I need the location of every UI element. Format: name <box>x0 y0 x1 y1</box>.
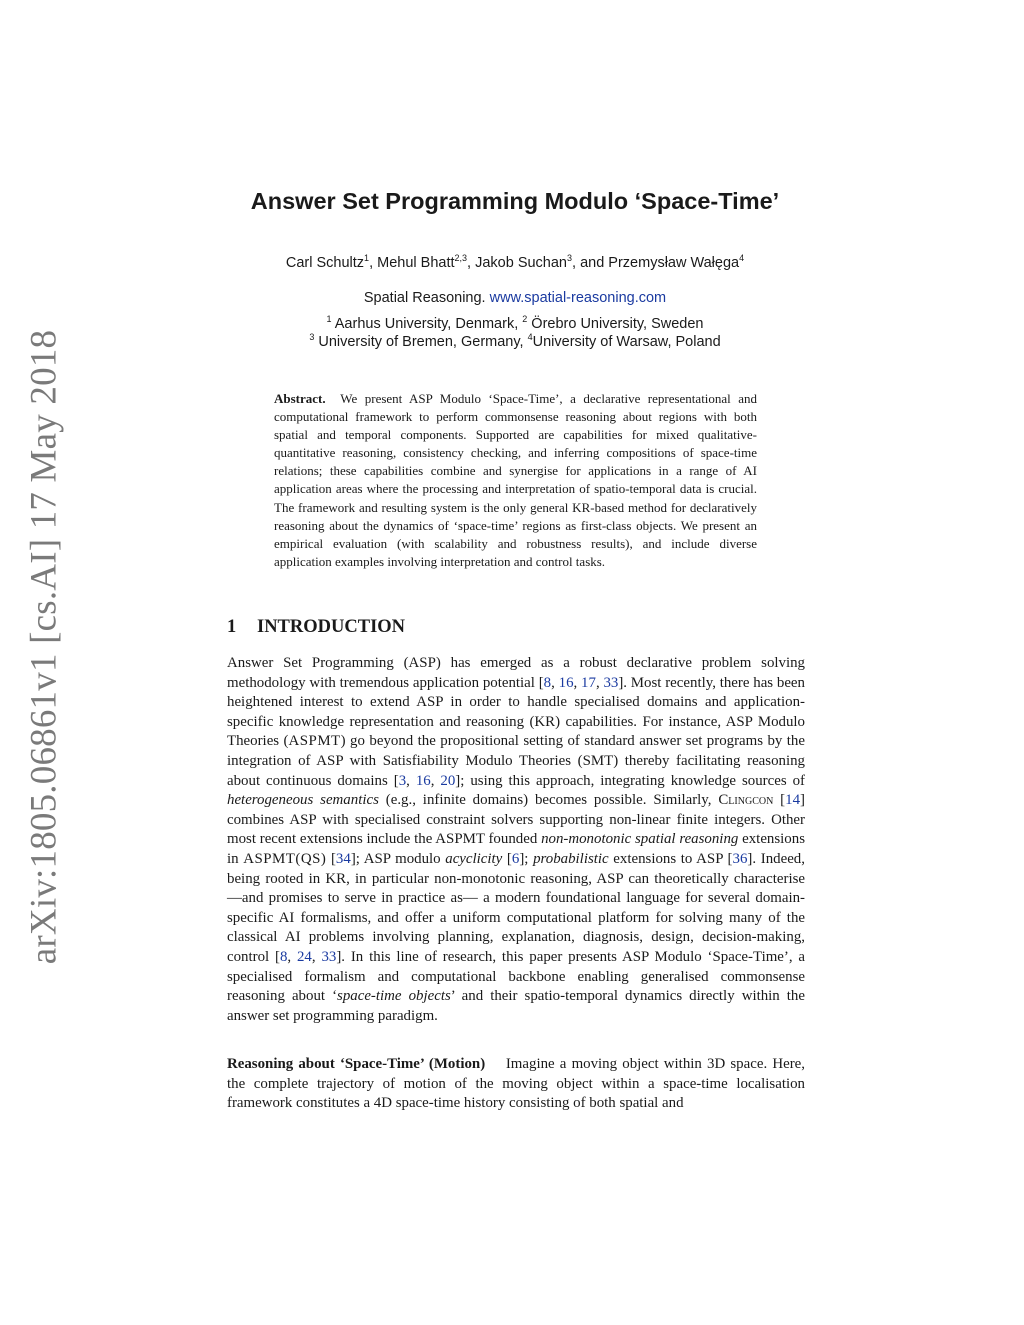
author-name: Mehul Bhatt <box>377 255 455 271</box>
paragraph-heading: Reasoning about ‘Space-Time’ (Motion) <box>227 1056 486 1072</box>
emphasis-text: space-time objects <box>337 988 451 1005</box>
citation-link[interactable]: 8 <box>543 674 552 691</box>
affiliation-group <box>150 290 880 306</box>
author-sup: 4 <box>739 253 745 264</box>
citation-link[interactable]: 3 <box>398 772 407 789</box>
author-name: Carl Schultz <box>285 255 365 271</box>
arxiv-stamp-text: arXiv:1805.06861v1 [cs.AI] 17 May 2018 <box>23 329 65 965</box>
citation-link[interactable]: 14 <box>785 792 801 809</box>
citation-link[interactable]: 34 <box>335 850 351 867</box>
abstract-text: We present ASP Modulo ‘Space-Time’, a declarative representational and computational framework to perform commonsense reasoning about regions with both spatial and temporal components. Supported are capabilities for mixed qualitative-quantitative reasoning, consistency checking, and inferring compositions of space-time relations; these capabilities combine and synergise for applications in a range of AI application areas where the processing and interpretation of spatio-temporal data is crucial. The framework and resulting system is the only general KR-based method for declaratively reasoning about the dynamics of ‘space-time’ regions as first-class objects. We present an empirical evaluation (with scalability and robustness results), and include diverse application examples involving interpretation and control tasks. <box>274 391 758 569</box>
affiliation-orebro: Örebro University, Sweden <box>531 316 704 332</box>
citation-link[interactable]: 6 <box>511 850 520 867</box>
aspmtqs-term: ASPMT(QS) <box>243 850 327 867</box>
affiliation-line-1 <box>150 316 880 332</box>
citation-link[interactable]: 20 <box>440 772 456 789</box>
emphasis-text: acyclicity <box>445 850 503 867</box>
abstract <box>274 390 757 571</box>
arxiv-stamp <box>20 329 68 965</box>
paragraph-text: Imagine a moving object within 3D space. Here, the complete trajectory of motion of the moving object within a space-time localisation framework constitutes a 4D space-time history consisting of both spatial and <box>227 1056 805 1112</box>
section-number: 1 <box>227 617 237 637</box>
author-list: Carl Schultz$^1$, Mehul Bhatt$^{2,3}$, Jakob Suchan$^3$, and Przemysław Wałęga$^4$ <box>285 253 745 271</box>
section-heading <box>227 617 405 638</box>
affiliation-sup: 4 <box>527 332 533 343</box>
aspmt-term: ASPMT <box>288 733 341 750</box>
citation-link[interactable]: 16 <box>558 674 574 691</box>
citation-link[interactable]: 17 <box>581 674 596 691</box>
affiliation-sup: 1 <box>326 314 332 325</box>
citation-link[interactable]: 24 <box>296 948 312 965</box>
citation-link[interactable]: 36 <box>732 850 748 867</box>
affiliation-sup: 3 <box>309 332 315 343</box>
affiliation-url-link[interactable]: www.spatial-reasoning.com <box>489 290 667 306</box>
citation-link[interactable]: 16 <box>415 772 431 789</box>
author-name: Jakob Suchan <box>475 255 567 271</box>
motion-paragraph <box>227 1055 805 1114</box>
affiliation-line-2 <box>150 334 880 350</box>
citation-link[interactable]: 8 <box>279 948 288 965</box>
author-sup: 2,3 <box>454 253 468 264</box>
paper-title: Answer Set Programming Modulo ‘Space-Time’ <box>250 188 780 214</box>
section-title: INTRODUCTION <box>257 617 406 637</box>
emphasis-text: heterogeneous semantics <box>227 792 379 809</box>
affiliation-group-name: Spatial Reasoning. <box>363 290 486 306</box>
affiliation-bremen: University of Bremen, Germany, <box>318 334 524 350</box>
emphasis-text: probabilistic <box>533 850 609 867</box>
abstract-label: Abstract. <box>274 391 326 406</box>
clingcon-term: Clingcon <box>718 792 774 809</box>
author-name: Przemysław Wałęga <box>608 255 740 271</box>
emphasis-text: non-monotonic spatial reasoning <box>541 831 739 848</box>
citation-link[interactable]: 33 <box>603 674 619 691</box>
affiliation-warsaw: University of Warsaw, Poland <box>532 334 721 350</box>
author-sup: 3 <box>567 253 573 264</box>
citation-link[interactable]: 33 <box>321 948 337 965</box>
affiliation-aarhus: Aarhus University, Denmark, <box>334 316 519 332</box>
intro-paragraph: Answer Set Programming (ASP) has emerged as a robust declarative problem solving methodology with tremendous application potential [8, 16, 17, 33]. Most recently, there has been heightened interest to extend ASP in order to handle specialised domains and application-specific knowledge representation and reasoning (KR) capabilities. For instance, ASP Modulo Theories (ASPMT) go beyond the propositional setting of standard answer set programs by the integration of ASP with Satisfiability Modulo Theories (SMT) thereby facilitating reasoning about continuous domains [3, 16, 20]; using this approach, integrating knowledge sources of heterogeneous semantics (e.g., infinite domains) becomes possible. Similarly, Clingcon [14] combines ASP with specialised constraint solvers supporting non-linear finite integers. Other most recent extensions include the ASPMT founded non-monotonic spatial reasoning extensions in ASPMT(QS) [34]; ASP modulo acyclicity [6]; probabilistic extensions to ASP [36]. Indeed, being rooted in KR, in particular non-monotonic reasoning, ASP can theoretically characterise —and promises to serve in practice as— a modern foundational language for several domain-specific AI formalisms, and offer a uniform computational platform for solving many of the classical AI problems involving planning, explanation, diagnosis, design, decision-making, control [8, 24, 33]. In this line of research, this paper presents ASP Modulo ‘Space-Time’, a specialised formalism and computational backbone enabling generalised commonsense reasoning about ‘space-time objects’ and their spatio-temporal dynamics directly within the answer set programming paradigm. <box>227 655 806 1024</box>
affiliation-sup: 2 <box>522 314 528 325</box>
author-sup: 1 <box>364 253 370 264</box>
